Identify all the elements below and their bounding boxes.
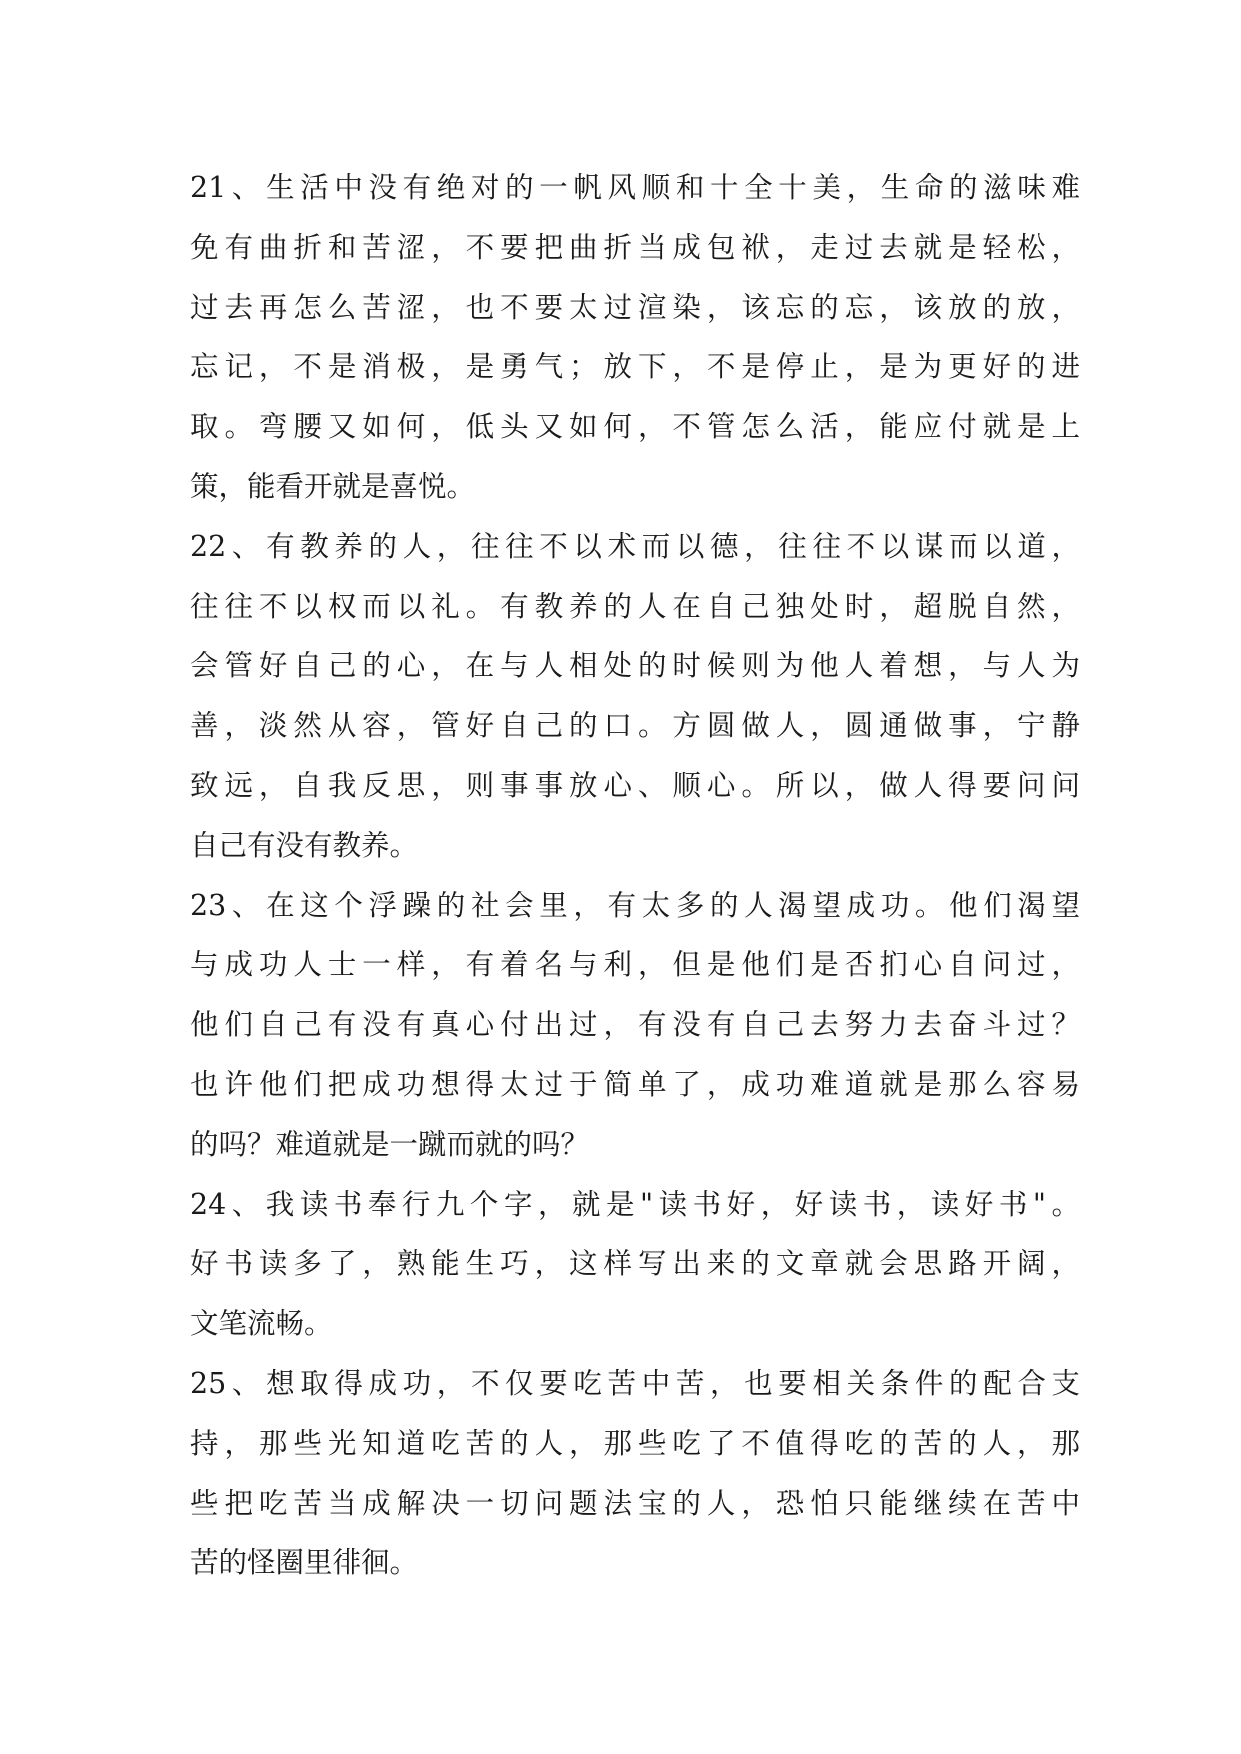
text-line: 自己有没有教养。 (190, 828, 419, 862)
text-line: 会管好自己的心，在与人相处的时候则为他人着想，与人为 (190, 649, 1080, 683)
text-line: 免有曲折和苦涩，不要把曲折当成包袱，走过去就是轻松， (190, 230, 1080, 264)
document-body (190, 158, 1080, 1593)
text-line: 往往不以权而以礼。有教养的人在自己独处时，超脱自然， (190, 589, 1080, 623)
paragraph-23 (190, 876, 1080, 1175)
text-line: 善，淡然从容，管好自己的口。方圆做人，圆通做事，宁静 (190, 709, 1080, 743)
text-line: 致远，自我反思，则事事放心、顺心。所以，做人得要问问 (190, 768, 1080, 802)
text-line: 21、生活中没有绝对的一帆风顺和十全十美，生命的滋味难 (190, 171, 1080, 204)
text-line: 过去再怎么苦涩，也不要太过渲染，该忘的忘，该放的放， (190, 290, 1080, 324)
text-line: 苦的怪圈里徘徊。 (190, 1546, 419, 1580)
text-line: 些把吃苦当成解决一切问题法宝的人，恐怕只能继续在苦中 (190, 1486, 1080, 1520)
text-line: 也许他们把成功想得太过于简单了，成功难道就是那么容易 (190, 1067, 1080, 1101)
text-line: 25、想取得成功，不仅要吃苦中苦，也要相关条件的配合支 (190, 1366, 1080, 1400)
text-line: 23、在这个浮躁的社会里，有太多的人渴望成功。他们渴望 (190, 888, 1080, 922)
paragraph-25 (190, 1354, 1080, 1593)
paragraph-21 (190, 158, 1080, 517)
text-line: 22、有教养的人，往往不以术而以德，往往不以谋而以道， (190, 529, 1080, 563)
paragraph-24 (190, 1175, 1080, 1354)
text-line: 与成功人士一样，有着名与利，但是他们是否扪心自问过， (190, 948, 1080, 982)
text-line: 持，那些光知道吃苦的人，那些吃了不值得吃的苦的人，那 (190, 1426, 1080, 1460)
text-line: 24、我读书奉行九个字，就是"读书好，好读书，读好书"。 (190, 1187, 1080, 1221)
paragraph-22 (190, 517, 1080, 876)
text-line: 的吗？难道就是一蹴而就的吗？ (190, 1127, 590, 1161)
text-line: 好书读多了，熟能生巧，这样写出来的文章就会思路开阔， (190, 1247, 1080, 1281)
text-line: 取。弯腰又如何，低头又如何，不管怎么活，能应付就是上 (190, 410, 1080, 444)
text-line: 他们自己有没有真心付出过，有没有自己去努力去奋斗过？ (190, 1008, 1080, 1042)
text-line: 策，能看开就是喜悦。 (190, 469, 476, 503)
text-line: 文笔流畅。 (190, 1307, 333, 1341)
text-line: 忘记，不是消极，是勇气；放下，不是停止，是为更好的进 (190, 350, 1080, 384)
